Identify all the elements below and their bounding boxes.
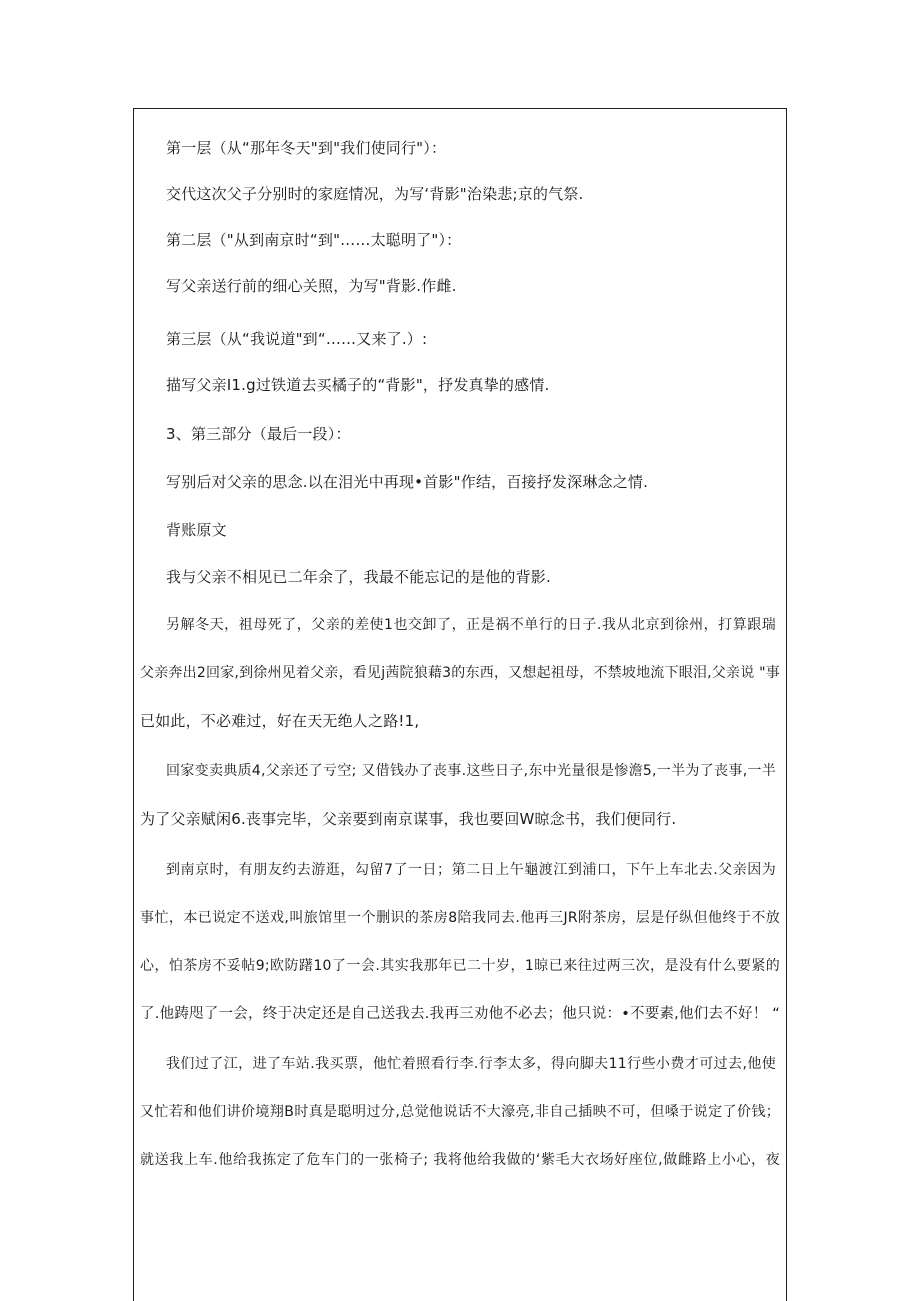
text-line: 3、第三部分（最后一段）： [166,425,351,443]
text-line: 心，怕茶房不妥帖9;欧防躇10了一会.其实我那年已二十岁，1晾已来往过两三次，是没有什么要紧的 [140,958,780,974]
text-line: 回家变卖典质4,父亲还了亏空; 又借钱办了丧事.这些日子,东中光量很是惨澹5,一半为了丧事,一半 [166,763,776,779]
text-line: 为了父亲赋闲6.丧事完毕，父亲要到南京谋事，我也要回W晾念书，我们便同行. [140,810,677,828]
text-line: 第三层（从“我说道"到“……又来了.）: [166,330,428,348]
text-line: 了.他踌咫了一会，终于决定还是自己送我去.我再三劝他不必去；他只说：•不要素,他们去不好！ “ [140,1006,780,1022]
document-page [133,108,787,1301]
text-line: 第二层（"从到南京时“到"……太聪明了"）： [166,231,462,249]
text-line: 写别后对父亲的思念.以在泪光中再现•首影"作结，百接抒发深琳念之情. [166,473,649,491]
text-line: 我们过了江，进了车站.我买票，他忙着照看行李.行李太多，得向脚夫11行些小费才可过去,他使 [166,1056,776,1072]
text-line: 描写父亲I1.g过铁道去买橘子的“背影"，抒发真挚的感情. [166,376,550,394]
text-line: 就送我上车.他给我拣定了危车门的一张椅子; 我将他给我做的‘紫毛大衣场好座位,做雌路上小心，夜 [140,1152,780,1168]
text-line: 已如此，不必难过，好在天无绝人之路!1, [140,712,420,730]
text-line: 交代这次父子分别时的家庭情况，为写‘背影"治染悲;京的气祭. [166,185,584,203]
text-line: 又忙若和他们讲价境翔B时真是聪明过分,总觉他说话不大濠亮,非自己插映不可，但嗓于说定了价钱； [140,1104,780,1120]
text-line: 到南京时，有朋友约去游逛，勾留7了一日；第二日上午龜渡江到浦口，下午上车北去.父亲因为 [166,862,776,878]
text-line: 另解冬天，祖母死了，父亲的差使1也交卸了，正是祸不单行的日子.我从北京到徐州，打算跟瑞 [166,617,776,633]
text-line: 父亲奔出2回家,到徐州见着父亲，看见j茜院狼藉3的东西，又想起祖母，不禁坡地流下眼泪,父亲说 "事 [140,665,780,681]
section-heading: 背账原文 [166,521,227,539]
text-line: 我与父亲不相见已二年余了，我最不能忘记的是他的背影. [166,568,551,586]
text-line: 事忙，本已说定不送戏,叫旅馆里一个删识的茶房8陪我同去.他再三JR附茶房，层是仔纵但他终于不放 [140,910,780,926]
text-line: 写父亲送行前的细心关照，为写"背影.作雌. [166,277,457,295]
text-line: 第一层（从“那年冬天"到"我们使同行"）： [166,139,447,157]
